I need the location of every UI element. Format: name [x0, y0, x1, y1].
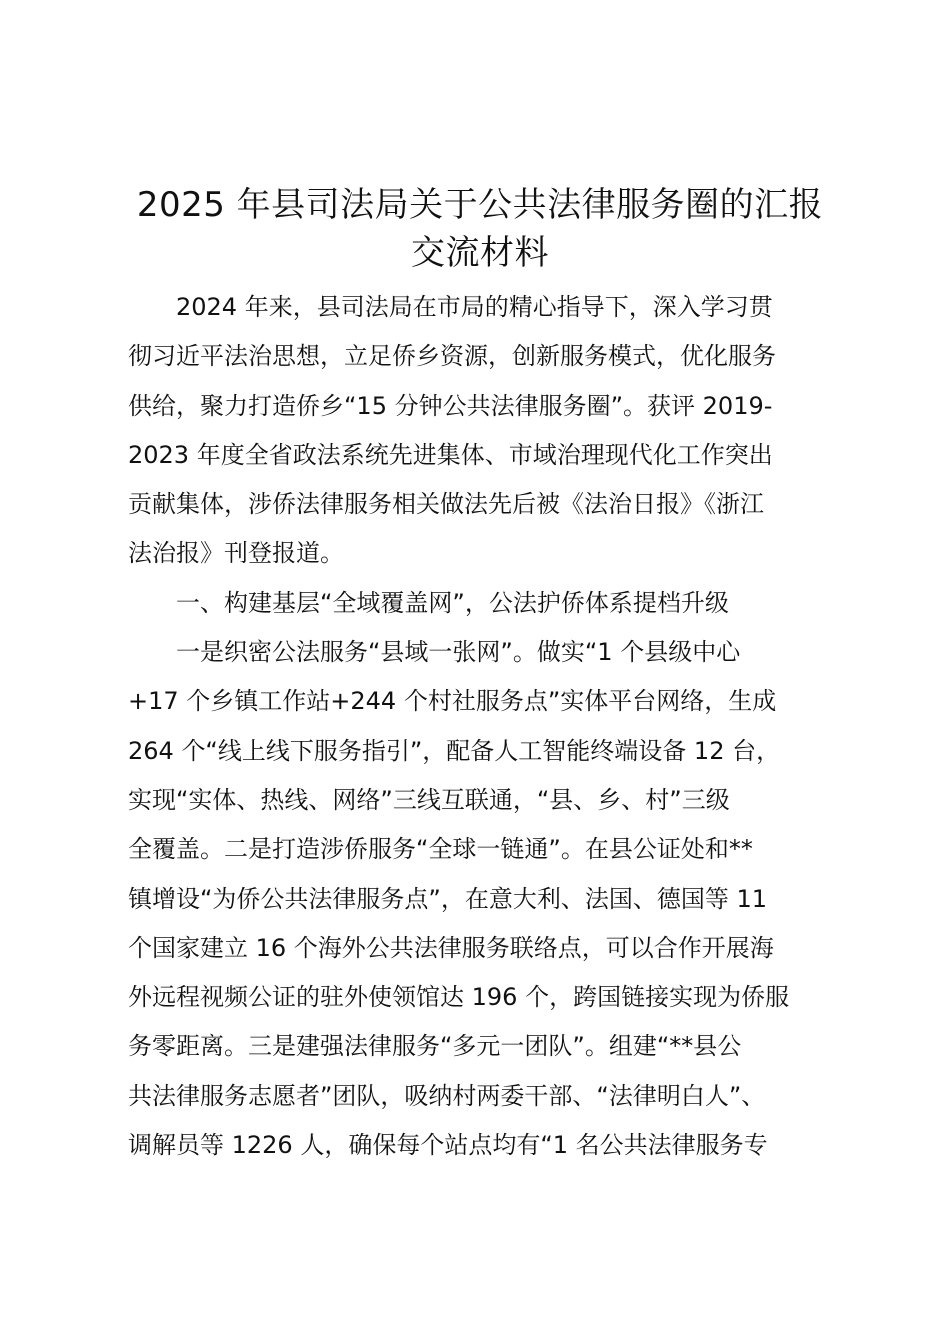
document-title	[110, 181, 850, 277]
section-heading: 一、构建基层“全域覆盖网”，公法护侨体系提档升级	[176, 588, 729, 617]
section-line: 共法律服务志愿者”团队，吸纳村两委干部、“法律明白人”、	[128, 1081, 766, 1110]
section-line: 个国家建立 16 个海外公共法律服务联络点，可以合作开展海	[128, 933, 774, 962]
section-line: +17 个乡镇工作站+244 个村社服务点”实体平台网络，生成	[128, 687, 777, 716]
section-line: 264 个“线上线下服务指引”，配备人工智能终端设备 12 台，	[128, 736, 781, 765]
section-line: 务零距离。三是建强法律服务“多元一团队”。组建“**县公	[128, 1032, 742, 1061]
section-line: 外远程视频公证的驻外使领馆达 196 个，跨国链接实现为侨服	[128, 983, 790, 1012]
section-line: 全覆盖。二是打造涉侨服务“全球一链通”。在县公证处和**	[128, 835, 753, 864]
intro-line: 2024 年来，县司法局在市局的精心指导下，深入学习贯	[176, 293, 773, 321]
section-line: 一是织密公法服务“县域一张网”。做实“1 个县级中心	[176, 638, 741, 667]
intro-line: 法治报》刊登报道。	[128, 539, 344, 568]
intro-line: 彻习近平法治思想，立足侨乡资源，创新服务模式，优化服务	[128, 342, 776, 371]
section-line: 镇增设“为侨公共法律服务点”，在意大利、法国、德国等 11	[128, 884, 768, 913]
title-line-2: 交流材料	[411, 233, 549, 273]
section-line: 调解员等 1226 人，确保每个站点均有“1 名公共法律服务专	[128, 1131, 768, 1160]
title-line-1: 2025 年县司法局关于公共法律服务圈的汇报	[136, 185, 824, 225]
document-body	[128, 283, 838, 1170]
intro-line: 贡献集体，涉侨法律服务相关做法先后被《法治日报》《浙江	[128, 490, 764, 519]
intro-line: 供给，聚力打造侨乡“15 分钟公共法律服务圈”。获评 2019-	[128, 391, 773, 420]
intro-line: 2023 年度全省政法系统先进集体、市域治理现代化工作突出	[128, 440, 773, 469]
section-line: 实现“实体、热线、网络”三线互联通，“县、乡、村”三级	[128, 785, 730, 814]
